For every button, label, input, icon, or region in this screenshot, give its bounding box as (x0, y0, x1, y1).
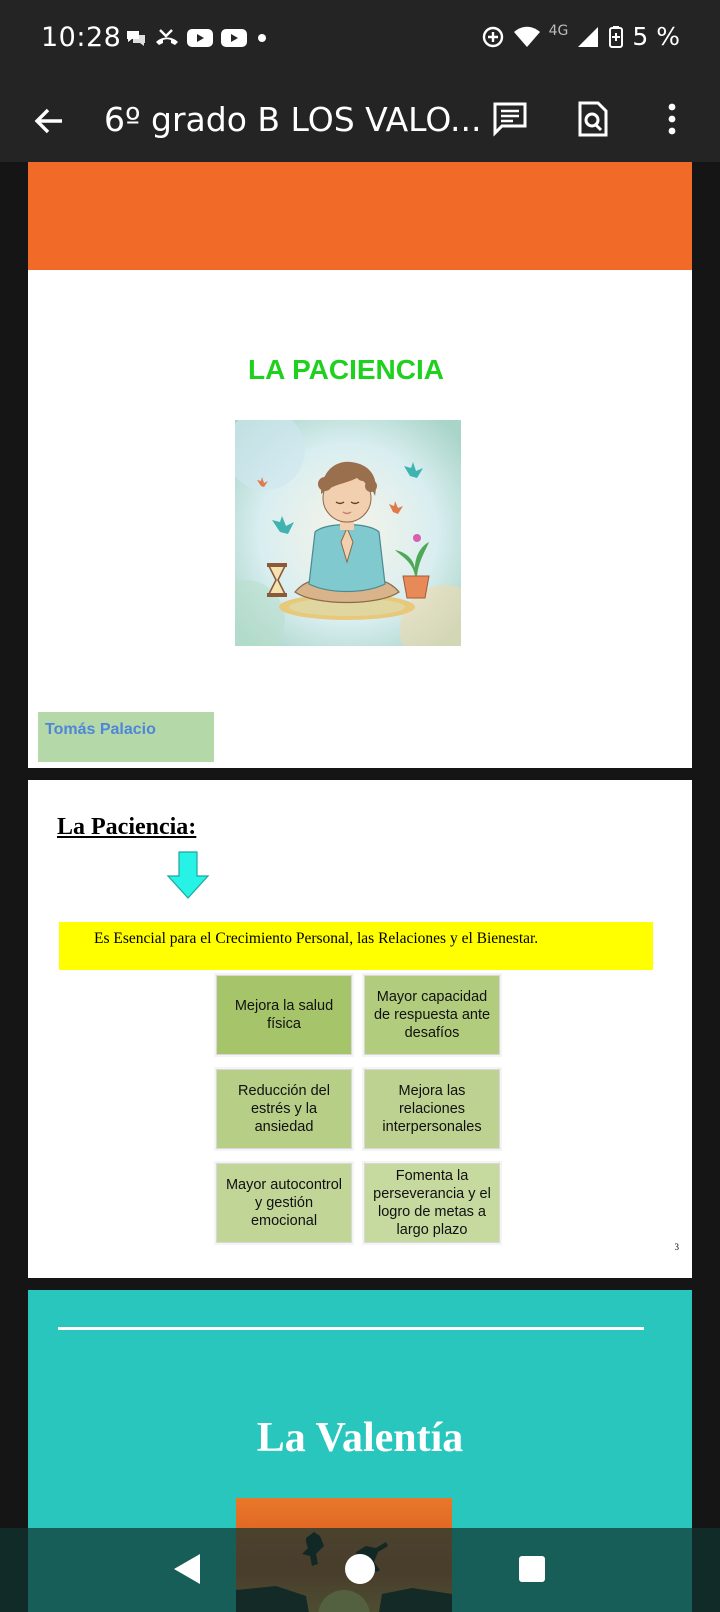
youtube-icon (186, 27, 214, 49)
missed-call-icon (154, 26, 180, 50)
comments-icon[interactable] (492, 100, 528, 138)
dot-icon (254, 27, 270, 49)
down-arrow-icon (166, 850, 210, 900)
slide-la-paciencia-title (28, 270, 692, 768)
recents-square-icon[interactable] (518, 1550, 546, 1588)
benefit-box: Mayor autocontrol y gestión emocional (216, 1163, 352, 1243)
benefit-box: Mayor capacidad de respuesta ante desafíos (364, 975, 500, 1055)
benefit-box: Mejora las relaciones interpersonales (364, 1069, 500, 1149)
document-viewer[interactable] (0, 162, 720, 1612)
more-options-icon[interactable] (666, 100, 678, 138)
clock: 10:28 (41, 22, 122, 53)
page-number: 3 (674, 1242, 679, 1252)
find-in-document-icon[interactable] (576, 100, 610, 138)
slide-la-paciencia-benefits (28, 780, 692, 1278)
system-indicators (481, 22, 680, 51)
youtube-icon (220, 27, 248, 49)
data-saver-icon (481, 25, 505, 49)
network-type-label: 4G (548, 22, 569, 39)
status-bar (0, 0, 720, 80)
meditating-child-illustration (235, 420, 461, 646)
slide-title: LA PACIENCIA (248, 354, 444, 385)
benefit-box: Reducción del estrés y la ansiedad (216, 1069, 352, 1149)
author-box (38, 712, 214, 762)
notification-icons (124, 26, 270, 50)
slide-heading: La Paciencia: (57, 814, 197, 840)
benefit-box: Mejora la salud física (216, 975, 352, 1055)
divider-line (58, 1327, 644, 1330)
wifi-icon (513, 25, 541, 49)
chat-bubble-icon (124, 26, 148, 50)
signal-icon (576, 25, 600, 49)
highlight-banner: Es Esencial para el Crecimiento Personal, las Relaciones y el Bienestar. (59, 922, 653, 970)
document-title: 6º grado B LOS VALO... (104, 100, 482, 139)
back-triangle-icon[interactable] (172, 1550, 202, 1588)
app-bar (0, 80, 720, 162)
battery-percent: 5 % (632, 22, 680, 51)
slide-title: La Valentía (256, 1415, 464, 1461)
navigation-bar (0, 1528, 720, 1612)
benefit-box: Fomenta la perseverancia y el logro de metas a largo plazo (364, 1163, 500, 1243)
battery-charging-icon (608, 25, 624, 49)
back-arrow-icon[interactable] (30, 102, 68, 140)
home-circle-icon[interactable] (343, 1550, 377, 1588)
author-name: Tomás Palacio (45, 721, 156, 738)
